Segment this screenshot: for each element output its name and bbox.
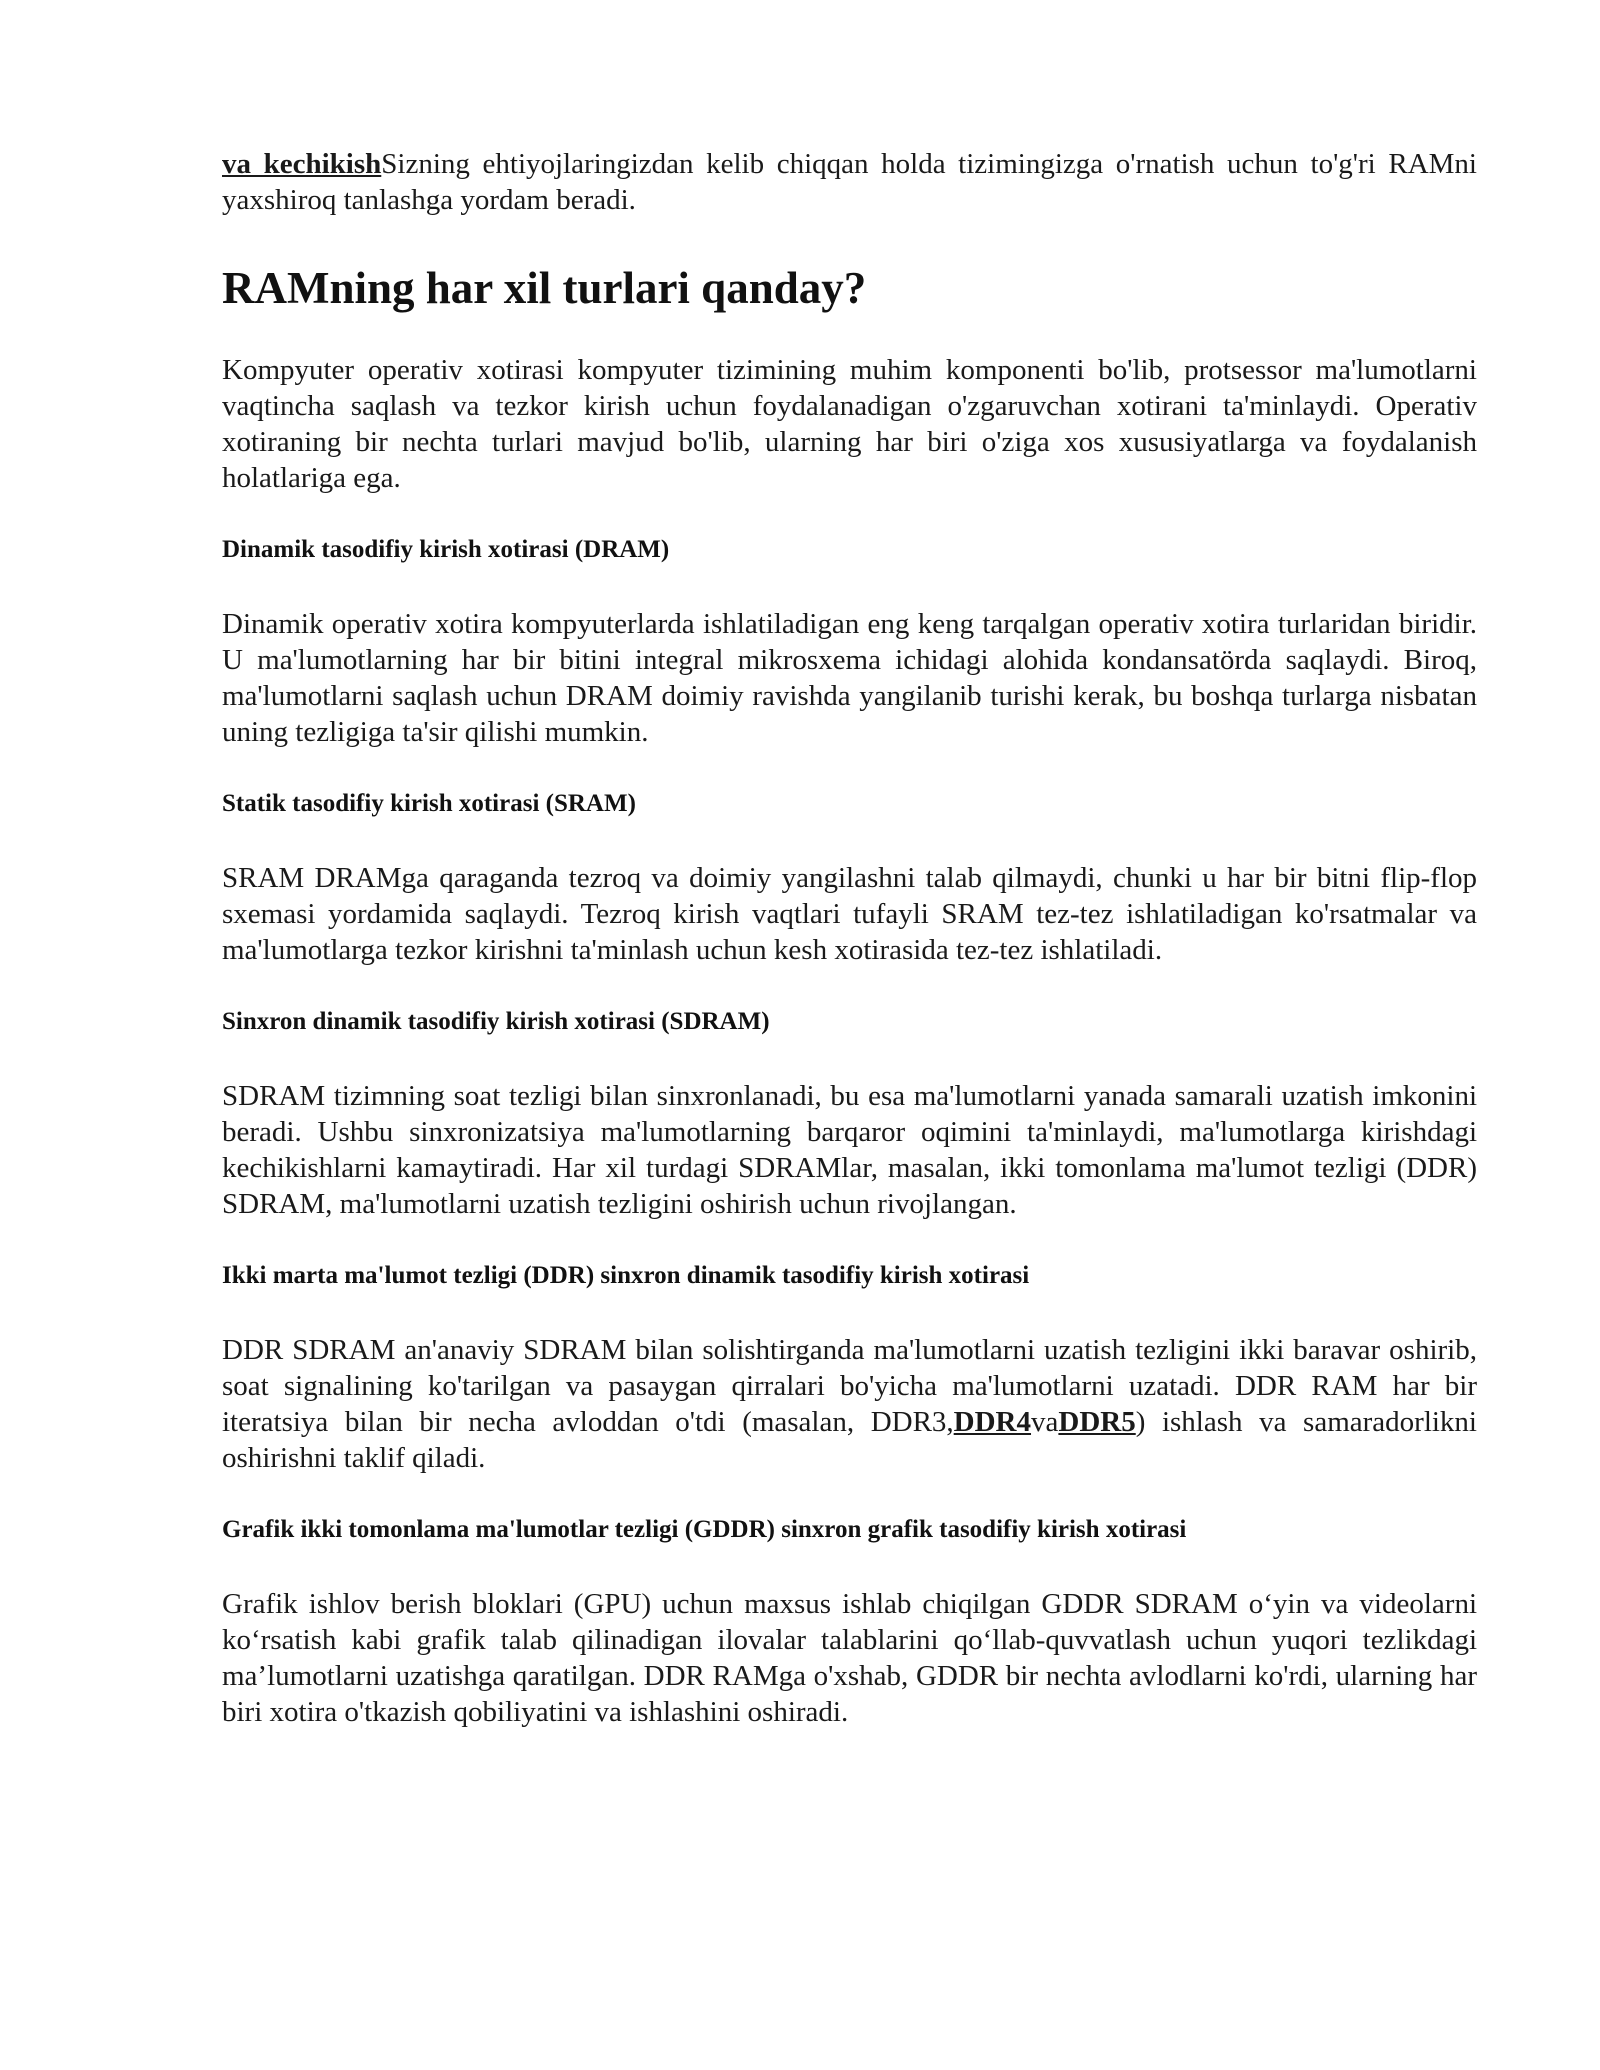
overview-paragraph: Kompyuter operativ xotirasi kompyuter tizimining muhim komponenti bo'lib, protsessor ma'lumotlarni vaqtincha saqlash va tezkor kirish uchun foydalanadigan o'zgaruvchan xotirani ta'minlaydi. Operativ xotiraning bir nechta turlari mavjud bo'lib, ularning har biri o'ziga xos xususiyatlarga va foydalanish holatlariga ega.	[222, 354, 1477, 494]
section-heading-gddr: Grafik ikki tomonlama ma'lumotlar tezligi (GDDR) sinxron grafik tasodifiy kirish xotirasi	[222, 1516, 1187, 1543]
ddr5-link[interactable]: DDR5	[1058, 1406, 1136, 1438]
section-text-sdram: SDRAM tizimning soat tezligi bilan sinxronlanadi, bu esa ma'lumotlarni yanada samarali uzatish imkonini beradi. Ushbu sinxronizatsiya ma'lumotlarning barqaror oqimini ta'minlaydi, ma'lumotlarga kirishdagi kechikishlarni kamaytiradi. Har xil turdagi SDRAMlar, masalan, ikki tomonlama ma'lumot tezligi (DDR) SDRAM, ma'lumotlarni uzatish tezligini oshirish uchun rivojlangan.	[222, 1080, 1477, 1220]
document-page	[222, 146, 1477, 1730]
section-heading-ddr: Ikki marta ma'lumot tezligi (DDR) sinxron dinamik tasodifiy kirish xotirasi	[222, 1262, 1030, 1289]
ddr-text-before: DDR SDRAM an'anaviy SDRAM bilan solishtirganda ma'lumotlarni uzatish tezligini ikki baravar oshirib, soat signalining ko'tarilgan va pasaygan qirralari bo'yicha ma'lumotlarni uzatadi. DDR RAM har bir iteratsiya bilan bir necha avloddan o'tdi (masalan, DDR3,	[222, 1334, 1477, 1438]
ddr4-link[interactable]: DDR4	[953, 1406, 1032, 1438]
section-text-sram: SRAM DRAMga qaraganda tezroq va doimiy yangilashni talab qilmaydi, chunki u har bir bitni flip-flop sxemasi yordamida saqlaydi. Tezroq kirish vaqtlari tufayli SRAM tez-tez ishlatiladigan ko'rsatmalar va ma'lumotlarga tezkor kirishni ta'minlash uchun kesh xotirasida tez-tez ishlatiladi.	[222, 862, 1477, 966]
section-heading-sram: Statik tasodifiy kirish xotirasi (SRAM)	[222, 790, 636, 817]
intro-paragraph-text: Sizning ehtiyojlaringizdan kelib chiqqan holda tizimingizga o'rnatish uchun to'g'ri RAMni yaxshiroq tanlashga yordam beradi.	[222, 148, 1477, 216]
section-text-dram: Dinamik operativ xotira kompyuterlarda ishlatiladigan eng keng tarqalgan operativ xotira turlaridan biridir. U ma'lumotlarning har bir bitini integral mikrosxema ichidagi alohida kondansatörda saqlaydi. Biroq, ma'lumotlarni saqlash uchun DRAM doimiy ravishda yangilanib turishi kerak, bu boshqa turlarga nisbatan uning tezligiga ta'sir qilishi mumkin.	[222, 608, 1477, 748]
section-text-gddr: Grafik ishlov berish bloklari (GPU) uchun maxsus ishlab chiqilgan GDDR SDRAM o‘yin va videolarni ko‘rsatish kabi grafik talab qilinadigan ilovalar talablarini qo‘llab-quvvatlash uchun yuqori tezlikdagi ma’lumotlarni uzatishga qaratilgan. DDR RAMga o'xshab, GDDR bir nechta avlodlarni ko'rdi, ularning har biri xotira o'tkazish qobiliyatini va ishlashini oshiradi.	[222, 1588, 1477, 1728]
ddr-text-middle: va	[1031, 1406, 1059, 1438]
va-kechikish-link[interactable]: va kechikish	[222, 148, 382, 180]
section-text-ddr	[222, 1332, 1477, 1476]
intro-paragraph	[222, 146, 1477, 218]
section-heading-dram: Dinamik tasodifiy kirish xotirasi (DRAM)	[222, 536, 670, 563]
ddr-text-after: ) ishlash va samaradorlikni oshirishni taklif qiladi.	[222, 1406, 1477, 1474]
main-heading: RAMning har xil turlari qanday?	[222, 263, 867, 313]
section-heading-sdram: Sinxron dinamik tasodifiy kirish xotirasi (SDRAM)	[222, 1008, 770, 1035]
